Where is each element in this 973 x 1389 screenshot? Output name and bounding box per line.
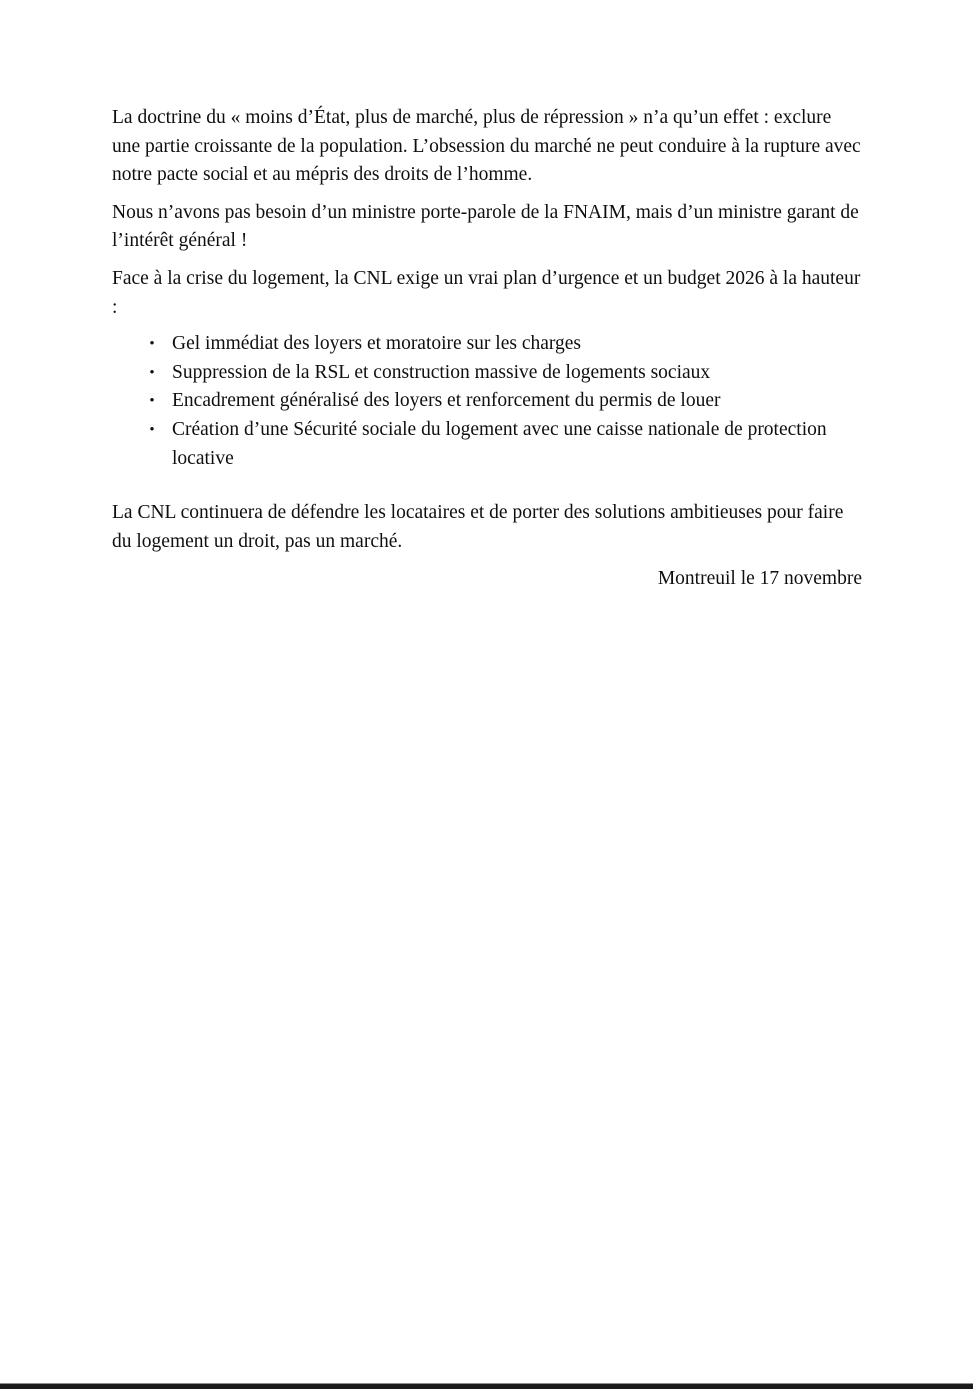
- document-text-body: [112, 104, 864, 594]
- bullet-icon: •: [149, 393, 155, 410]
- page-bottom-border: [0, 1383, 973, 1389]
- list-item-label: Création d’une Sécurité sociale du logement avec une caisse nationale de protection locative: [172, 418, 827, 469]
- bullet-icon: •: [149, 364, 155, 381]
- list-item-label: Suppression de la RSL et construction massive de logements sociaux: [172, 361, 711, 383]
- paragraph-crise-logement: Face à la crise du logement, la CNL exige un vrai plan d’urgence et un budget 2026 à la hauteur :: [112, 267, 861, 318]
- sign-off-location-date: Montreuil le 17 novembre: [657, 568, 862, 590]
- list-item: [112, 387, 864, 416]
- bullet-icon: •: [149, 336, 155, 353]
- list-item: [112, 416, 864, 473]
- demands-list: [112, 330, 864, 473]
- paragraph-ministre: Nous n’avons pas besoin d’un ministre porte-parole de la FNAIM, mais d’un ministre garant de l’intérêt général !: [112, 201, 859, 252]
- list-item: [112, 330, 864, 359]
- paragraph-doctrine: La doctrine du « moins d’État, plus de marché, plus de répression » n’a qu’un effet : exclure une partie croissante de la population. L’obsession du marché ne peut conduire à la rupture avec notre pacte social et au mépris des droits de l’homme.: [112, 107, 861, 186]
- list-item-label: Gel immédiat des loyers et moratoire sur les charges: [172, 333, 582, 355]
- list-item-label: Encadrement généralisé des loyers et renforcement du permis de louer: [172, 390, 721, 412]
- list-item: [112, 359, 864, 388]
- paragraph-closing: La CNL continuera de défendre les locataires et de porter des solutions ambitieuses pour faire du logement un droit, pas un marché.: [112, 502, 844, 552]
- bullet-icon: •: [149, 421, 155, 438]
